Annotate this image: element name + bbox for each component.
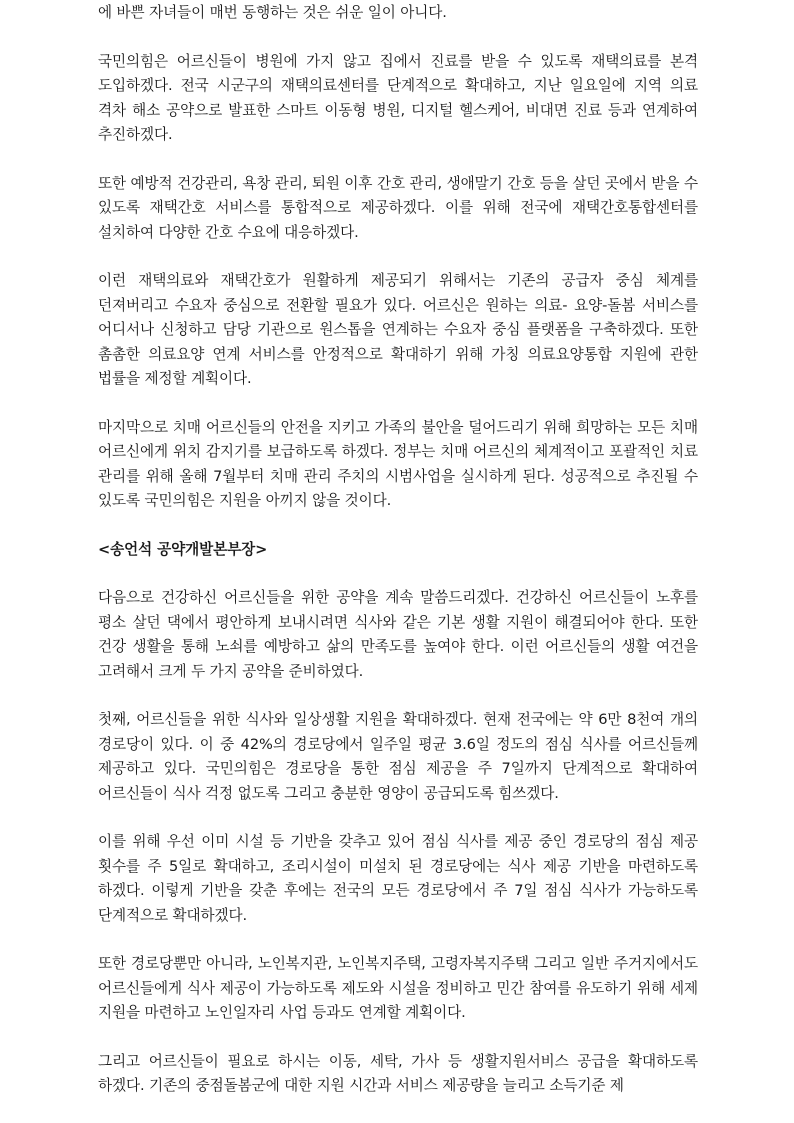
- paragraph-dementia: 마지막으로 치매 어르신들의 안전을 지키고 가족의 불안을 덜어드리기 위해 희망하는 모든 치매 어르신에게 위치 감지기를 보급하도록 하겠다. 정부는 치매 어르신의 체계적이고 포괄적인 치료 관리를 위해 올해 7월부터 치매 관리 주치의 시범사업을 실시하게 된다. 성공적으로 추진될 수 있도록 국민의힘은 지원을 아끼지 않을 것이다.: [98, 418, 698, 509]
- paragraph-meal-expansion: 이를 위해 우선 이미 시설 등 기반을 갖추고 있어 점심 식사를 제공 중인 경로당의 점심 제공 횟수를 주 5일로 확대하고, 조리시설이 미설치 된 경로당에는 식사 제공 기반을 마련하도록 하겠다. 이렇게 기반을 갖춘 후에는 전국의 모든 경로당에서 주 7일 점심 식사가 가능하도록 단계적으로 확대하겠다.: [98, 833, 698, 924]
- paragraph-gap: [98, 1026, 698, 1050]
- paragraph-intro-tail: 에 바쁜 자녀들이 매번 동행하는 것은 쉬운 일이 아니다.: [98, 4, 447, 21]
- paragraph-home-nursing: 또한 예방적 건강관리, 욕창 관리, 퇴원 이후 간호 관리, 생애말기 간호 등을 살던 곳에서 받을 수 있도록 재택간호 서비스를 통합적으로 제공하겠다. 이를 위해 전국에 재택간호통합센터를 설치하여 다양한 간호 수요에 대응하겠다.: [98, 174, 698, 241]
- document-page: [98, 0, 698, 1099]
- paragraph-gap: [98, 26, 698, 50]
- paragraph-gap: [98, 806, 698, 830]
- paragraph-healthy-seniors: 다음으로 건강하신 어르신들을 위한 공약을 계속 말씀드리겠다. 건강하신 어르신들이 노후를 평소 살던 댁에서 평안하게 보내시려면 식사와 같은 기본 생활 지원이 해결되어야 한다. 또한 건강 생활을 통해 노쇠를 예방하고 삶의 만족도를 높여야 한다. 이런 어르신들의 생활 여건을 고려해서 크게 두 가지 공약을 준비하였다.: [98, 589, 698, 680]
- paragraph-residential-meals: 또한 경로당뿐만 아니라, 노인복지관, 노인복지주택, 고령자복지주택 그리고 일반 주거지에서도 어르신들에게 식사 제공이 가능하도록 제도와 시설을 정비하고 민간 참여를 유도하기 위해 세제 지원을 마련하고 노인일자리 사업 등과도 연계할 계획이다.: [98, 955, 698, 1021]
- paragraph-gap: [98, 514, 698, 538]
- paragraph-home-medical-care: 국민의힘은 어르신들이 병원에 가지 않고 집에서 진료를 받을 수 있도록 재택의료를 본격 도입하겠다. 전국 시군구의 재택의료센터를 단계적으로 확대하고, 지난 일요일에 지역 의료 격차 해소 공약으로 발표한 스마트 이동형 병원, 디지털 헬스케어, 비대면 진료 등과 연계하여 추진하겠다.: [98, 52, 698, 143]
- paragraph-living-support: 그리고 어르신들이 필요로 하시는 이동, 세탁, 가사 등 생활지원서비스 공급을 확대하도록 하겠다. 기존의 중점돌봄군에 대한 지원 시간과 서비스 제공량을 늘리고 소득기준 제: [98, 1052, 698, 1094]
- paragraph-gap: [98, 148, 698, 172]
- paragraph-meal-support: 첫째, 어르신들을 위한 식사와 일상생활 지원을 확대하겠다. 현재 전국에는 약 6만 8천여 개의 경로당이 있다. 이 중 42%의 경로당에서 일주일 평균 3.6일 정도의 점심 식사를 어르신들께 제공하고 있다. 국민의힘은 경로당을 통한 점심 제공을 주 7일까지 단계적으로 확대하여 어르신들이 식사 걱정 없도록 그리고 충분한 영양이 공급되도록 힘쓰겠다.: [98, 711, 698, 802]
- paragraph-gap: [98, 684, 698, 708]
- paragraph-demand-platform: 이런 재택의료와 재택간호가 원활하게 제공되기 위해서는 기존의 공급자 중심 체계를 던져버리고 수요자 중심으로 전환할 필요가 있다. 어르신은 원하는 의료- 요양-돌봄 서비스를 어디서나 신청하고 담당 기관으로 원스톱을 연계하는 수요자 중심 플랫폼을 구축하겠다. 또한 촘촘한 의료요양 연계 서비스를 안정적으로 확대하기 위해 가칭 의료요양통합 지원에 관한 법률을 제정할 계획이다.: [98, 272, 698, 387]
- paragraph-gap: [98, 245, 698, 269]
- paragraph-gap: [98, 562, 698, 586]
- speaker-heading: <송언석 공약개발본부장>: [98, 540, 268, 558]
- paragraph-gap: [98, 392, 698, 416]
- paragraph-gap: [98, 928, 698, 952]
